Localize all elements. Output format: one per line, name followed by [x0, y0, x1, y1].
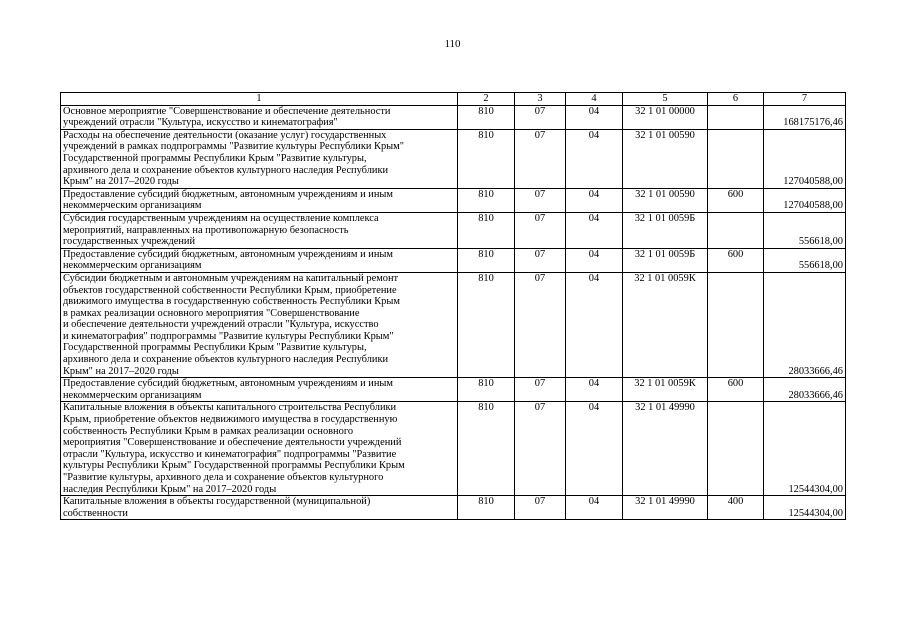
table-row: [61, 248, 846, 272]
row-code-expense-type: 400: [708, 496, 764, 520]
row-code-ministry: 810: [458, 188, 515, 212]
row-code-expense-type: [708, 129, 764, 188]
row-code-ministry: 810: [458, 272, 515, 377]
row-code-subsection: 04: [566, 378, 623, 402]
row-description: Предоставление субсидий бюджетным, автономным учреждениям и иным некоммерческим организациям: [61, 378, 458, 402]
row-code-ministry: 810: [458, 248, 515, 272]
row-code-ministry: 810: [458, 496, 515, 520]
row-code-target: 32 1 01 0059К: [623, 378, 708, 402]
row-code-ministry: 810: [458, 378, 515, 402]
row-code-expense-type: 600: [708, 248, 764, 272]
column-header: 4: [566, 93, 623, 106]
table-row: [61, 212, 846, 248]
row-description: Основное мероприятие "Совершенствование и обеспечение деятельности учреждений отрасли "Культура, искусство и кинематография": [61, 105, 458, 129]
row-code-expense-type: [708, 105, 764, 129]
row-description: Капитальные вложения в объекты капитального строительства Республики Крым, приобретение объектов недвижимого имущества в государственную собственность Республики Крым в рамках реализации основного мероприятия "Совершенствование и обеспечение деятельности учреждений отрасли "Культура, искусство и кинематография" подпрограммы "Развитие культуры Республики Крым" Государственной программы Республики Крым "Развитие культуры, архивного дела и сохранение объектов культурного наследия Республики Крым" на 2017–2020 годы: [61, 402, 458, 496]
column-header: 7: [764, 93, 846, 106]
row-code-target: 32 1 01 00590: [623, 188, 708, 212]
table-row: [61, 496, 846, 520]
row-code-ministry: 810: [458, 402, 515, 496]
row-amount: 127040588,00: [764, 188, 846, 212]
row-code-ministry: 810: [458, 105, 515, 129]
row-amount: 28033666,46: [764, 378, 846, 402]
row-code-expense-type: [708, 402, 764, 496]
row-amount: 556618,00: [764, 212, 846, 248]
row-code-section: 07: [515, 188, 566, 212]
row-amount: 12544304,00: [764, 496, 846, 520]
row-code-section: 07: [515, 496, 566, 520]
table-row: [61, 402, 846, 496]
row-code-expense-type: [708, 212, 764, 248]
row-code-subsection: 04: [566, 212, 623, 248]
row-code-section: 07: [515, 212, 566, 248]
row-amount: 127040588,00: [764, 129, 846, 188]
column-header: 1: [61, 93, 458, 106]
budget-table: [60, 92, 846, 520]
row-description: Субсидии бюджетным и автономным учреждениям на капитальный ремонт объектов государственной собственности Республики Крым, приобретение движимого имущества в государственную собственность Республики Крым в рамках реализации основного мероприятия "Совершенствование и обеспечение деятельности учреждений отрасли "Культура, искусство и кинематография" подпрограммы "Развитие культуры Республики Крым" Государственной программы Республики Крым "Развитие культуры, архивного дела и сохранение объектов культурного наследия Республики Крым" на 2017–2020 годы: [61, 272, 458, 377]
row-amount: 28033666,46: [764, 272, 846, 377]
row-amount: 12544304,00: [764, 402, 846, 496]
table-header-row: [61, 93, 846, 106]
row-code-target: 32 1 01 0059Б: [623, 248, 708, 272]
column-header: 5: [623, 93, 708, 106]
row-code-subsection: 04: [566, 496, 623, 520]
row-code-target: 32 1 01 0059К: [623, 272, 708, 377]
row-code-section: 07: [515, 248, 566, 272]
table-row: [61, 188, 846, 212]
column-header: 2: [458, 93, 515, 106]
row-code-subsection: 04: [566, 188, 623, 212]
row-amount: 556618,00: [764, 248, 846, 272]
column-header: 6: [708, 93, 764, 106]
row-code-subsection: 04: [566, 272, 623, 377]
row-code-ministry: 810: [458, 129, 515, 188]
row-code-subsection: 04: [566, 129, 623, 188]
row-code-ministry: 810: [458, 212, 515, 248]
row-code-target: 32 1 01 00000: [623, 105, 708, 129]
row-code-subsection: 04: [566, 248, 623, 272]
row-code-expense-type: [708, 272, 764, 377]
row-code-target: 32 1 01 49990: [623, 496, 708, 520]
row-description: Предоставление субсидий бюджетным, автономным учреждениям и иным некоммерческим организациям: [61, 188, 458, 212]
row-description: Субсидия государственным учреждениям на осуществление комплекса мероприятий, направленных на противопожарную безопасность государственных учреждений: [61, 212, 458, 248]
row-code-expense-type: 600: [708, 378, 764, 402]
page-number: 110: [444, 38, 461, 50]
row-description: Капитальные вложения в объекты государственной (муниципальной) собственности: [61, 496, 458, 520]
row-code-section: 07: [515, 402, 566, 496]
row-description: Расходы на обеспечение деятельности (оказание услуг) государственных учреждений в рамках подпрограммы "Развитие культуры Республики Крым" Государственной программы Республики Крым "Развитие культуры, архивного дела и сохранение объектов культурного наследия Республики Крым" на 2017–2020 годы: [61, 129, 458, 188]
row-amount: 168175176,46: [764, 105, 846, 129]
table-row: [61, 378, 846, 402]
row-code-section: 07: [515, 378, 566, 402]
row-code-section: 07: [515, 129, 566, 188]
row-code-target: 32 1 01 0059Б: [623, 212, 708, 248]
row-description: Предоставление субсидий бюджетным, автономным учреждениям и иным некоммерческим организациям: [61, 248, 458, 272]
row-code-section: 07: [515, 272, 566, 377]
row-code-expense-type: 600: [708, 188, 764, 212]
row-code-subsection: 04: [566, 105, 623, 129]
table-row: [61, 129, 846, 188]
column-header: 3: [515, 93, 566, 106]
row-code-section: 07: [515, 105, 566, 129]
row-code-target: 32 1 01 00590: [623, 129, 708, 188]
table-row: [61, 272, 846, 377]
row-code-subsection: 04: [566, 402, 623, 496]
table-row: [61, 105, 846, 129]
row-code-target: 32 1 01 49990: [623, 402, 708, 496]
